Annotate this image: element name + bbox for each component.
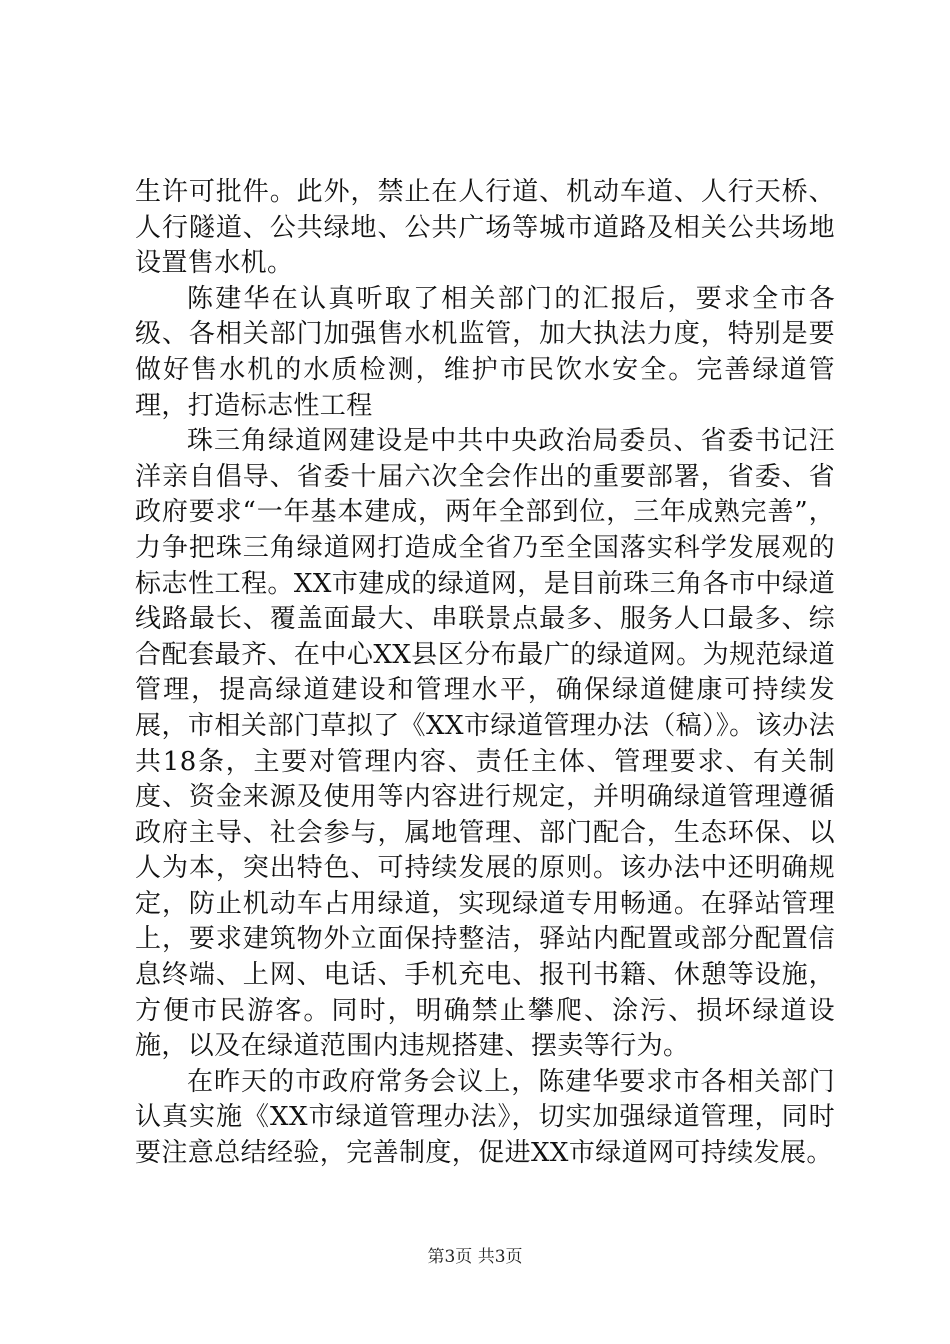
paragraph-continuation: 生许可批件。此外，禁止在人行道、机动车道、人行天桥、人行隧道、公共绿地、公共广场等城市道路及相关公共场地设置售水机。 bbox=[135, 177, 835, 279]
paragraph: 陈建华在认真听取了相关部门的汇报后，要求全市各级、各相关部门加强售水机监管，加大执法力度，特别是要做好售水机的水质检测，维护市民饮水安全。完善绿道管理，打造标志性工程 bbox=[135, 283, 835, 421]
paragraph: 珠三角绿道网建设是中共中央政治局委员、省委书记汪洋亲自倡导、省委十届六次全会作出的重要部署，省委、省政府要求“一年基本建成，两年全部到位，三年成熟完善”，力争把珠三角绿道网打造成全省乃至全国落实科学发展观的标志性工程。XX市建成的绿道网，是目前珠三角各市中绿道线路最长、覆盖面最大、串联景点最多、服务人口最多、综合配套最齐、在中心XX县区分布最广的绿道网。为规范绿道管理，提高绿道建设和管理水平，确保绿道健康可持续发展，市相关部门草拟了《XX市绿道管理办法（稿）》。该办法共18条，主要对管理内容、责任主体、管理要求、有关制度、资金来源及使用等内容进行规定，并明确绿道管理遵循政府主导、社会参与，属地管理、部门配合，生态环保、以人为本，突出特色、可持续发展的原则。该办法中还明确规定，防止机动车占用绿道，实现绿道专用畅通。在驿站管理上，要求建筑物外立面保持整洁，驿站内配置或部分配置信息终端、上网、电话、手机充电、报刊书籍、休憩等设施，方便市民游客。同时，明确禁止攀爬、涂污、损坏绿道设施，以及在绿道范围内违规搭建、摆卖等行为。 bbox=[135, 426, 835, 1062]
page-number-footer: 第3页 共3页 bbox=[427, 1247, 523, 1267]
paragraph: 在昨天的市政府常务会议上，陈建华要求市各相关部门认真实施《XX市绿道管理办法》，切实加强绿道管理，同时要注意总结经验，完善制度，促进XX市绿道网可持续发展。 bbox=[135, 1066, 835, 1169]
document-body bbox=[135, 175, 835, 1172]
